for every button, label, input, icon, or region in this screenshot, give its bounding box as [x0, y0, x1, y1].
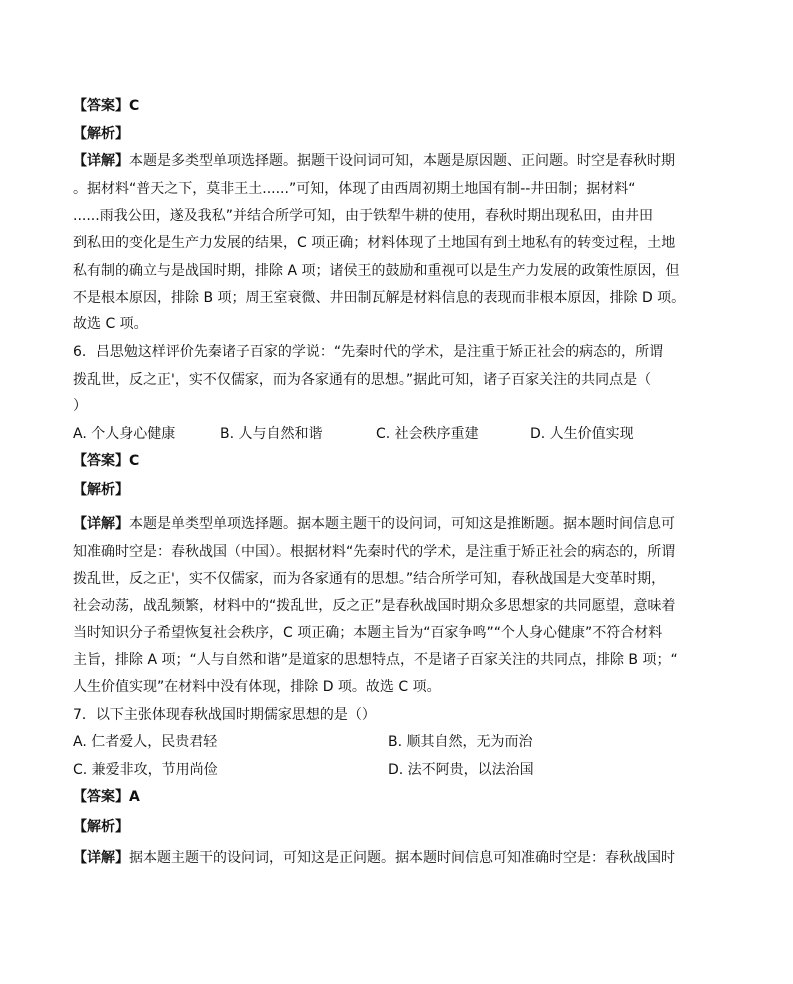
q7-analysis-tag: 【解析】	[73, 819, 129, 835]
q7-detail-line: 【详解】据本题主题干的设问词，可知这是正问题。据本题时间信息可知准确时空是：春秋战国时	[73, 850, 675, 866]
q6-detail-line: 当时知识分子希望恢复社会秩序，C 项正确；本题主旨为“百家争鸣”“个人身心健康”不符合材料	[73, 625, 663, 641]
q5-detail-line: 到私田的变化是生产力发展的结果，C 项正确；材料体现了土地国有到土地私有的转变过程，土地	[73, 235, 676, 251]
q6-detail-line: 主旨，排除 A 项；“人与自然和谐”是道家的思想特点，不是诸子百家关注的共同点，排除 B 项；“	[73, 652, 678, 668]
answer-tag: 【答案】	[73, 453, 129, 469]
q5-analysis-tag: 【解析】	[73, 126, 129, 142]
q5-detail-line: 故选 C 项。	[73, 316, 148, 332]
q7-option-a: A. 仁者爱人，民贵君轻	[73, 734, 218, 750]
q5-detail-line: 。据材料“普天之下，莫非王土......”可知，体现了由西周初期土地国有制--井田制；据材料“	[73, 181, 636, 197]
q7-stem: 7．以下主张体现春秋战国时期儒家思想的是（）	[73, 707, 376, 723]
q6-detail-line: 【详解】本题是单类型单项选择题。据本题主题干的设问词，可知这是推断题。据本题时间信息可	[73, 516, 675, 532]
q6-answer-line	[73, 451, 733, 471]
answer-value: C	[129, 98, 140, 114]
q6-stem-line: 拨乱世，反之正'，实不仅儒家，而为各家通有的思想。”据此可知，诸子百家关注的共同点是（	[73, 372, 652, 388]
q5-detail-line: 不是根本原因，排除 B 项；周王室衰微、井田制瓦解是材料信息的表现而非根本原因，排除 D 项。	[73, 290, 686, 306]
q7-option-c: C. 兼爱非攻，节用尚俭	[73, 762, 218, 778]
detail-tag: 【详解】	[73, 850, 129, 866]
q7-answer-line	[73, 787, 733, 807]
answer-tag: 【答案】	[73, 98, 129, 114]
q7-option-b: B. 顺其自然，无为而治	[388, 734, 533, 750]
q6-stem-line: ）	[73, 398, 87, 414]
q5-detail-line: ......雨我公田，遂及我私”并结合所学可知，由于铁犁牛耕的使用，春秋时期出现私田，由井田	[73, 208, 653, 224]
q6-option-d: D. 人生价值实现	[530, 426, 634, 442]
q5-detail-line: 私有制的确立与是战国时期，排除 A 项；诸侯王的鼓励和重视可以是生产力发展的政策性原因，但	[73, 263, 680, 279]
q6-option-c: C. 社会秩序重建	[376, 426, 479, 442]
q6-detail-line: 知准确时空是：春秋战国（中国）。根据材料“先秦时代的学术，是注重于矫正社会的病态的，所谓	[73, 544, 676, 560]
q6-detail-line: 社会动荡，战乱频繁，材料中的“拨乱世，反之正”是春秋战国时期众多思想家的共同愿望，意味着	[73, 598, 676, 614]
q5-answer-line	[73, 96, 733, 116]
q6-analysis-tag: 【解析】	[73, 482, 129, 498]
q7-option-d: D. 法不阿贵，以法治国	[388, 762, 534, 778]
q6-stem-line: 6．吕思勉这样评价先秦诸子百家的学说：“先秦时代的学术，是注重于矫正社会的病态的，所谓	[73, 344, 664, 360]
detail-tag: 【详解】	[73, 153, 129, 169]
q6-option-b: B. 人与自然和谐	[220, 426, 323, 442]
answer-value: C	[129, 453, 140, 469]
answer-tag: 【答案】	[73, 789, 129, 805]
answer-value: A	[129, 789, 140, 805]
q6-detail-line: 拨乱世，反之正'，实不仅儒家，而为各家通有的思想。”结合所学可知，春秋战国是大变革时期，	[73, 571, 666, 587]
q6-detail-line: 人生价值实现”在材料中没有体现，排除 D 项。故选 C 项。	[73, 679, 441, 695]
q6-option-a: A. 个人身心健康	[73, 426, 176, 442]
q5-detail-line: 【详解】本题是多类型单项选择题。据题干设问词可知，本题是原因题、正问题。时空是春秋时期	[73, 153, 675, 169]
detail-tag: 【详解】	[73, 516, 129, 532]
